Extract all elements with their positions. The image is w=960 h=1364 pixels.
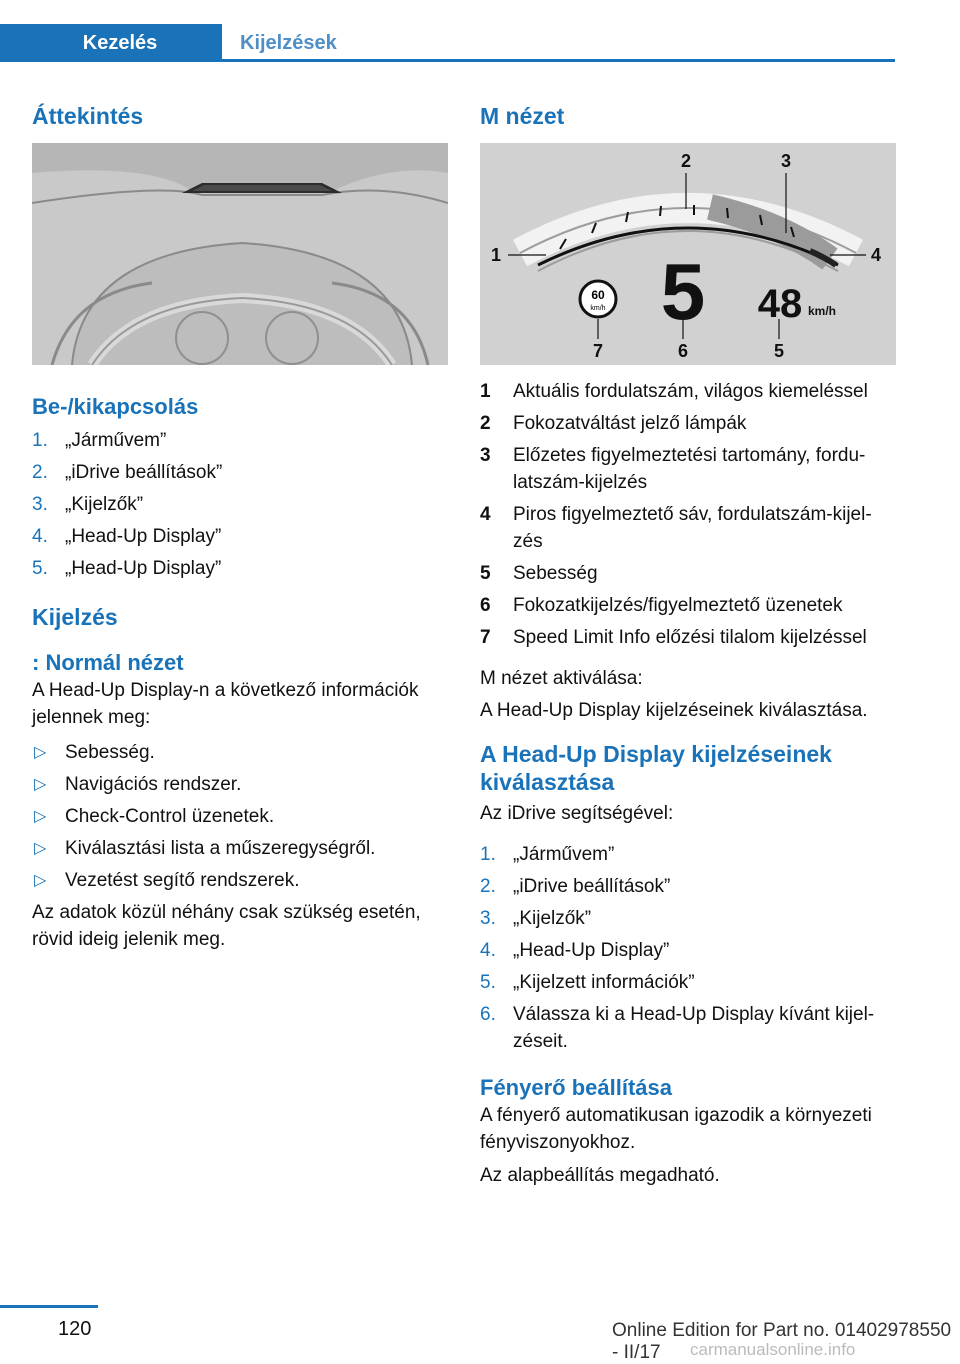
normal-intro: A Head-Up Display-n a következő információk jelennek meg: — [32, 680, 419, 728]
hud-m-view-illustration — [480, 143, 896, 365]
display-heading: Kijelzés — [32, 604, 118, 630]
legend-item: 3 Előzetes figyelmeztetési tartomány, fordu-latszám-kijelzés — [480, 445, 866, 493]
callout-3: 3 — [780, 151, 792, 171]
brightness-heading: Fényerő beállítása — [480, 1075, 672, 1100]
dashboard-photo — [32, 143, 448, 365]
svg-text:km/h: km/h — [590, 305, 606, 312]
page-number: 120 — [58, 1318, 92, 1340]
legend-item: 7 Speed Limit Info előzési tilalom kijelzéssel — [480, 627, 867, 648]
svg-text:48: 48 — [757, 282, 803, 326]
list-item: 2. „iDrive beállítások” — [32, 462, 223, 483]
list-item: 4. „Head-Up Display” — [32, 526, 222, 547]
svg-text:5: 5 — [660, 247, 706, 336]
normal-bullets — [32, 739, 448, 894]
list-item: 4. „Head-Up Display” — [480, 940, 670, 961]
list-item: 6. Válassza ki a Head-Up Display kívánt kijel-zéseit. — [480, 1004, 875, 1052]
callout-4: 4 — [870, 245, 882, 265]
svg-text:km/h: km/h — [807, 304, 837, 318]
edition-note: Online Edition for Part no. 01402978550 - II/17 — [612, 1320, 952, 1363]
m-activate-label: M nézet aktiválása: — [480, 668, 643, 689]
select-steps — [480, 841, 896, 1055]
legend-item: 1 Aktuális fordulatszám, világos kiemeléssel — [480, 381, 868, 402]
svg-text:60: 60 — [591, 288, 605, 302]
overview-heading: Áttekintés — [32, 103, 144, 129]
onoff-steps — [32, 427, 448, 582]
list-item: ▷ Check-Control üzenetek. — [34, 806, 275, 827]
callout-7: 7 — [592, 341, 604, 361]
figure-legend — [480, 378, 896, 651]
list-item: ▷ Sebesség. — [34, 742, 155, 763]
header-rule — [0, 59, 895, 62]
list-item: 1. „Járművem” — [32, 430, 167, 451]
list-item: 3. „Kijelzők” — [480, 908, 592, 929]
brightness-text-2: Az alapbeállítás megadható. — [480, 1165, 720, 1186]
list-item: ▷ Navigációs rendszer. — [34, 774, 242, 795]
normal-outro: Az adatok közül néhány csak szükség esetén, rövid ideig jelenik meg. — [32, 902, 421, 950]
legend-item: 4 Piros figyelmeztető sáv, fordulatszám-kijel-zés — [480, 504, 872, 552]
left-column — [32, 100, 448, 953]
brightness-text-1: A fényerő automatikusan igazodik a környezeti fényviszonyokhoz. — [480, 1105, 872, 1153]
callout-6: 6 — [677, 341, 689, 361]
legend-item: 2 Fokozatváltást jelző lámpák — [480, 413, 747, 434]
m-view-figure — [480, 143, 896, 365]
list-item: ▷ Vezetést segítő rendszerek. — [34, 870, 300, 891]
list-item: 5. „Head-Up Display” — [32, 558, 222, 579]
callout-1: 1 — [490, 245, 502, 265]
watermark: carmanualsonline.info — [690, 1340, 856, 1359]
right-column — [480, 100, 896, 1189]
list-item: ▷ Kiválasztási lista a műszeregységről. — [34, 838, 376, 859]
legend-item: 5 Sebesség — [480, 563, 598, 584]
page-header — [0, 24, 895, 62]
dashboard-illustration — [32, 143, 448, 365]
callout-5: 5 — [773, 341, 785, 361]
callout-2: 2 — [680, 151, 692, 171]
tab-kezeles[interactable]: Kezelés — [0, 24, 222, 62]
m-activate-text: A Head-Up Display kijelzéseinek kiválasztása. — [480, 700, 868, 721]
normal-view-heading: : Normál nézet — [32, 650, 184, 675]
list-item: 3. „Kijelzők” — [32, 494, 144, 515]
list-item: 1. „Járművem” — [480, 844, 615, 865]
footer-rule — [0, 1305, 98, 1308]
legend-item: 6 Fokozatkijelzés/figyelmeztető üzenetek — [480, 595, 843, 616]
list-item: 5. „Kijelzett információk” — [480, 972, 695, 993]
tab-kijelzesek[interactable]: Kijelzések — [240, 32, 337, 54]
select-intro: Az iDrive segítségével: — [480, 803, 674, 824]
onoff-heading: Be-/kikapcsolás — [32, 394, 199, 419]
list-item: 2. „iDrive beállítások” — [480, 876, 671, 897]
select-heading: A Head-Up Display kijelzéseinek kiválasztása — [480, 741, 832, 795]
m-view-heading: M nézet — [480, 103, 565, 129]
